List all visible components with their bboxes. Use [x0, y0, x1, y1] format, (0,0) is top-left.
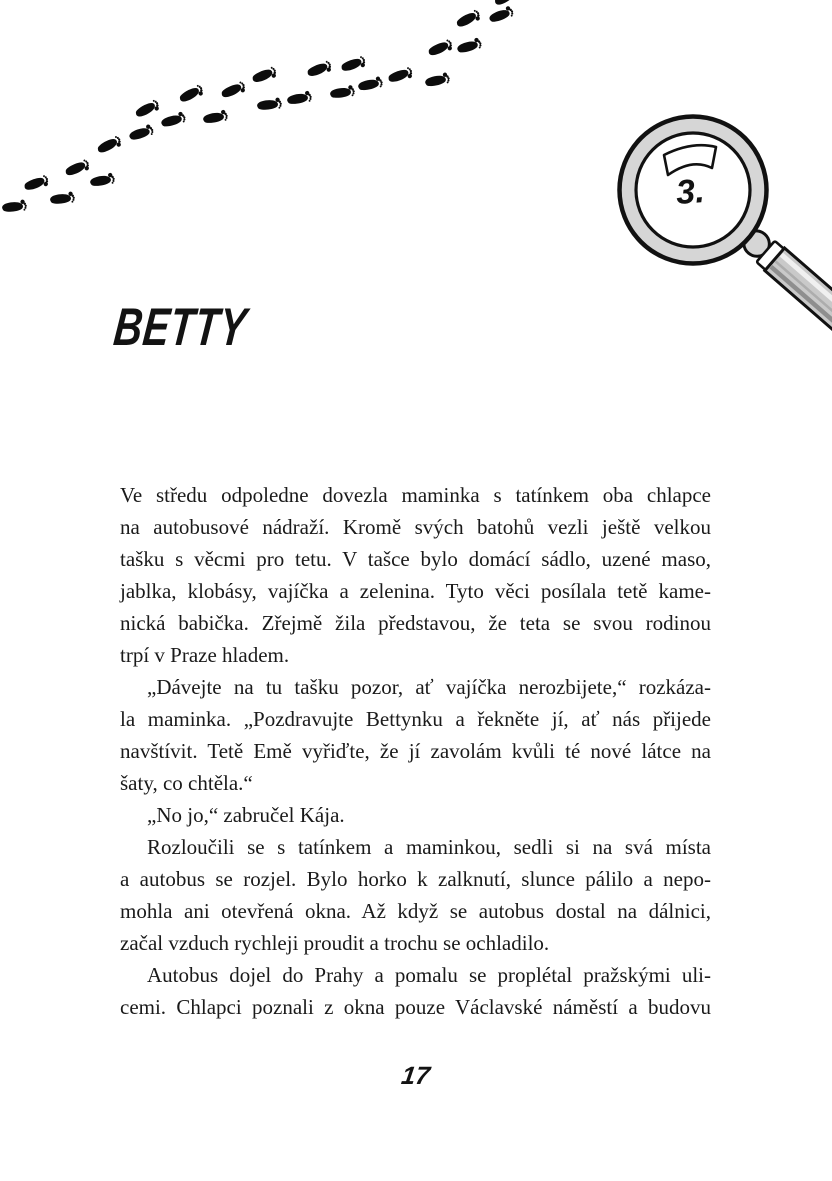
footprint-icon	[306, 60, 333, 79]
footprint-icon	[455, 9, 482, 30]
text-line: navštívit. Tetě Emě vyřiďte, že jí zavolám kvůli té nové látce na	[120, 739, 711, 763]
footprint-icon	[202, 109, 229, 125]
footprint-icon	[134, 99, 161, 120]
footprint-icon	[456, 37, 483, 55]
footprint-icon	[427, 38, 454, 58]
text-line: trpí v Praze hladem.	[120, 643, 290, 667]
footprint-icon	[128, 123, 155, 142]
footprints-trail-illustration	[0, 0, 560, 240]
paragraph	[120, 479, 711, 671]
body-text	[120, 479, 711, 1023]
text-line: Rozloučili se s tatínkem a maminkou, sedli si na svá místa	[147, 835, 711, 859]
magnifier-handle	[734, 224, 832, 367]
footprint-icon	[286, 90, 313, 106]
text-line: začal vzduch rychleji proudit a trochu se ochladilo.	[120, 931, 550, 955]
footprint-icon	[256, 97, 282, 112]
footprint-icon	[220, 80, 247, 100]
text-line: „No jo,“ zabručel Kája.	[147, 803, 345, 827]
footprint-icon	[493, 0, 520, 8]
text-line: na autobusové nádraží. Kromě svých batohů vezli ještě velkou	[120, 515, 711, 539]
footprint-icon	[329, 85, 355, 100]
footprint-icon	[1, 199, 27, 214]
footprint-icon	[160, 111, 187, 129]
footprint-icon	[89, 172, 116, 188]
footprint-icon	[96, 135, 123, 156]
text-line: jablka, klobásy, vajíčka a zelenina. Tyto věci posílala tetě kame-	[120, 579, 711, 603]
text-line: la maminka. „Pozdravujte Bettynku a řekněte jí, ať nás přijede	[120, 707, 711, 731]
footprint-icon	[488, 5, 515, 25]
paragraph	[120, 671, 711, 799]
footprint-icon	[23, 174, 50, 192]
footprint-icon	[357, 76, 384, 93]
text-line: cemi. Chlapci poznali z okna pouze Václavské náměstí a budovu	[120, 995, 711, 1019]
magnifying-glass-illustration	[596, 93, 832, 373]
text-line: a autobus se rozjel. Bylo horko k zalknutí, slunce pálilo a nepo-	[120, 867, 711, 891]
chapter-number: 3.	[674, 172, 706, 212]
text-line: Autobus dojel do Prahy a pomalu se proplétal pražskými uli-	[147, 963, 711, 987]
paragraph	[120, 831, 711, 959]
footprint-icon	[49, 191, 75, 206]
footprint-icon	[178, 84, 205, 105]
footprint-icon	[424, 72, 451, 89]
paragraph	[120, 959, 711, 1023]
text-line: tašku s věcmi pro tetu. V tašce bylo domácí sádlo, uzené maso,	[120, 547, 711, 571]
paragraph	[120, 799, 711, 831]
text-line: šaty, co chtěla.“	[120, 771, 253, 795]
footprint-icon	[387, 66, 414, 84]
text-line: mohla ani otevřená okna. Až když se autobus dostal na dálnici,	[120, 899, 711, 923]
text-line: nická babička. Zřejmě žila představou, že teta se svou rodinou	[120, 611, 711, 635]
text-line: Ve středu odpoledne dovezla maminka s tatínkem oba chlapce	[120, 483, 711, 507]
footprint-icon	[340, 55, 367, 73]
chapter-title: BETTY	[111, 298, 250, 357]
text-line: „Dávejte na tu tašku pozor, ať vajíčka nerozbijete,“ rozkáza-	[147, 675, 711, 699]
handle-shaft	[765, 248, 832, 364]
footprint-icon	[251, 66, 278, 85]
page-number: 17	[399, 1062, 432, 1090]
footprint-icon	[64, 158, 91, 178]
